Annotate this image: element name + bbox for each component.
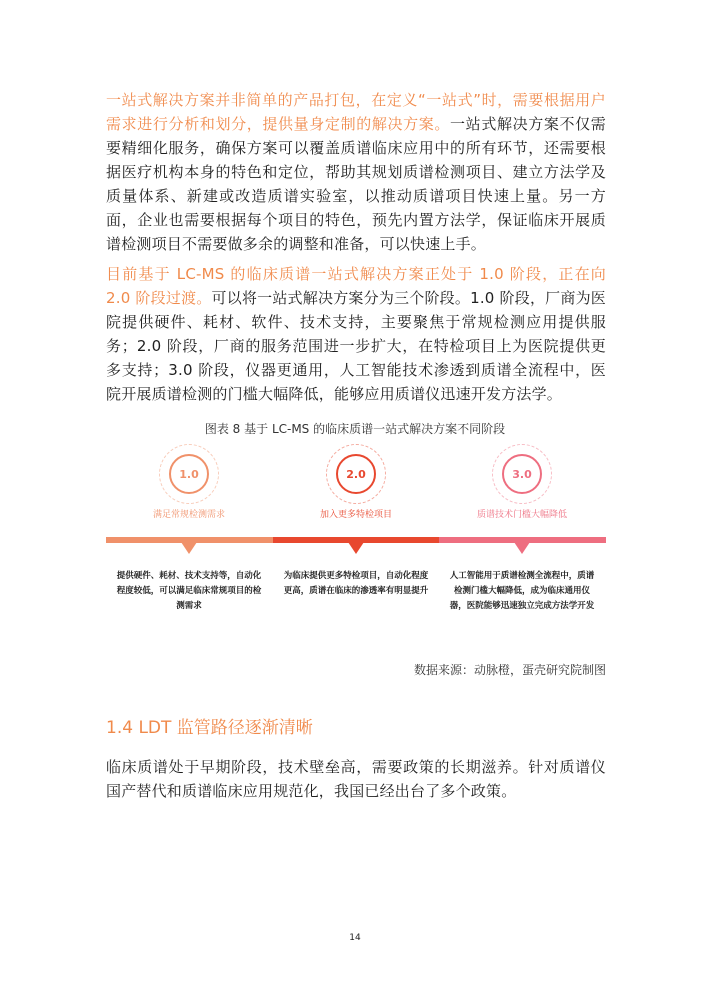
paragraph-one-stop-definition [106, 88, 606, 256]
stage-title: 满足常规检测需求 [152, 510, 225, 520]
stage-badge: 3.0 [502, 454, 542, 494]
data-source: 数据来源：动脉橙，蛋壳研究院制图 [413, 663, 606, 677]
body-text: 一站式解决方案不仅需要精细化服务，确保方案可以覆盖质谱临床应用中的所有环节，还需要根据医疗机构本身的特色和定位，帮助其规划质谱检测项目、建立方法学及质量体系、新建或改造质谱实验室，以推动质谱项目快速上量。另一方面，企业也需要根据每个项目的特色，预先内置方法学，保证临床开展质谱检测项目不需要做多余的调整和准备，可以快速上手。 [106, 115, 606, 253]
stage-2 [273, 448, 439, 648]
stage-pointer-icon [348, 542, 364, 554]
stage-3 [439, 448, 605, 648]
section-heading: 1.4 LDT 监管路径逐渐清晰 [106, 718, 313, 738]
stage-pointer-icon [181, 542, 197, 554]
stage-title: 加入更多特检项目 [319, 510, 392, 520]
paragraph-stages-overview [106, 262, 606, 406]
body-text: 可以将一站式解决方案分为三个阶段。1.0 阶段，厂商为医院提供硬件、耗材、软件、技术支持，主要聚焦于常规检测应用提供服务；2.0 阶段，厂商的服务范围进一步扩大，在特检项目上为医院提供更多支持；3.0 阶段，仪器更通用，人工智能技术渗透到质谱全流程中，医院开展质谱检测的门槛大幅降低，能够应用质谱仪迅速开发方法学。 [106, 289, 606, 403]
paragraph-ldt-regulation: 临床质谱处于早期阶段，技术壁垒高，需要政策的长期滋养。针对质谱仪国产替代和质谱临床应用规范化，我国已经出台了多个政策。 [106, 758, 606, 800]
stage-badge: 1.0 [169, 454, 209, 494]
figure-caption: 图表 8 基于 LC-MS 的临床质谱一站式解决方案不同阶段 [204, 422, 506, 436]
stage-badge: 2.0 [336, 454, 376, 494]
stage-description: 提供硬件、耗材、技术支持等，自动化程度较低，可以满足临床常规项目的检测需求 [116, 571, 262, 611]
stage-description: 人工智能用于质谱检测全流程中，质谱检测门槛大幅降低，成为临床通用仪器，医院能够迅速独立完成方法学开发 [449, 571, 595, 611]
highlighted-sentence: 一站式解决方案并非简单的产品打包，在定义“一站式”时，需要根据用户需求进行分析和划分，提供量身定制的解决方案。 [106, 91, 606, 133]
stage-description: 为临床提供更多特检项目，自动化程度更高，质谱在临床的渗透率有明显提升 [283, 571, 429, 596]
highlighted-sentence: 目前基于 LC-MS 的临床质谱一站式解决方案正处于 1.0 阶段，正在向 2.0 阶段过渡。 [106, 265, 606, 307]
stages-figure [106, 448, 606, 648]
stage-pointer-icon [514, 542, 530, 554]
stage-1 [106, 448, 272, 648]
stage-title: 质谱技术门槛大幅降低 [476, 510, 567, 520]
page-number: 14 [349, 933, 361, 943]
